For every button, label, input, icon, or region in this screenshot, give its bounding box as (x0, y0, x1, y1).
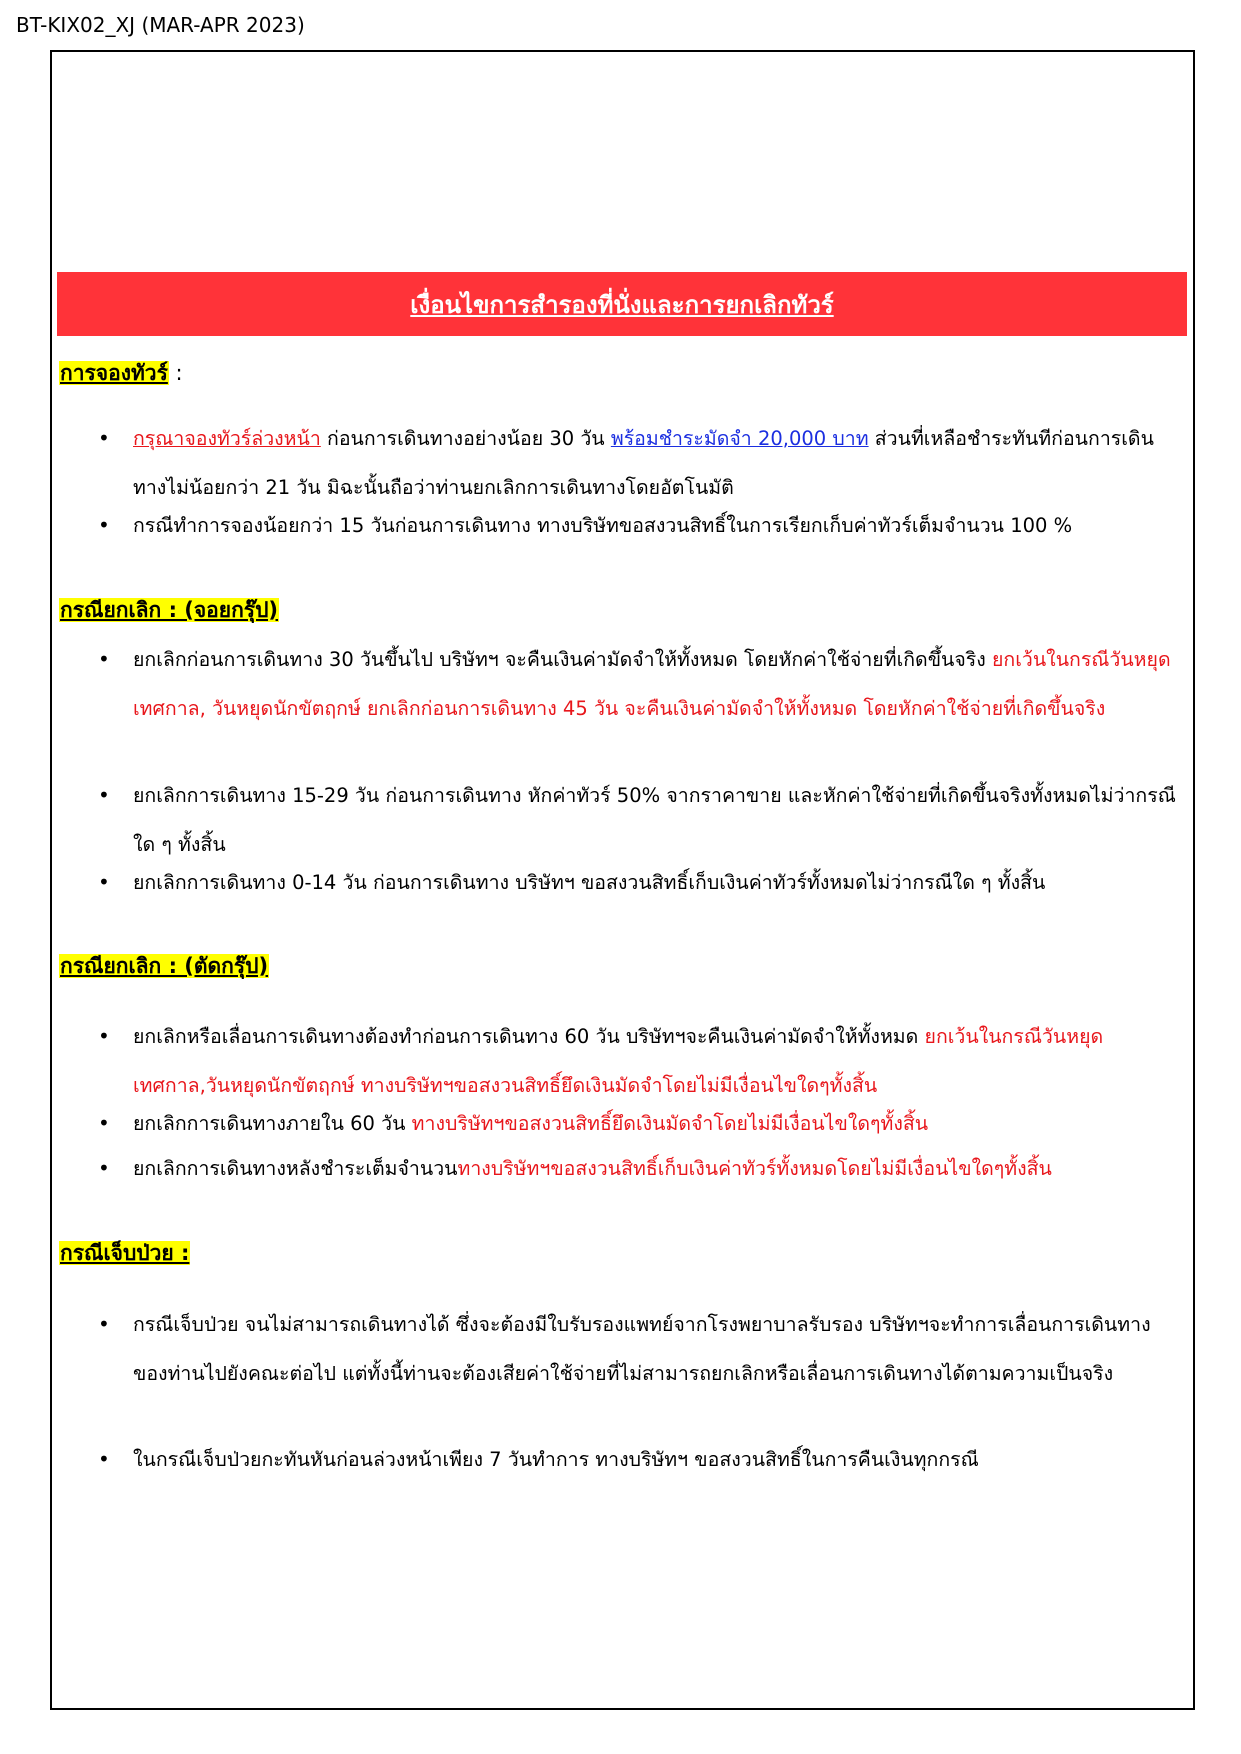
list-item (98, 1300, 1180, 1398)
list-item-text: ในกรณีเจ็บป่วยกะทันหันก่อนล่วงหน้าเพียง 7 วันทำการ ทางบริษัทฯ ขอสงวนสิทธิ์ในการคืนเงินทุกกรณี (133, 1448, 979, 1471)
bullet-icon: • (98, 1024, 110, 1048)
cancel-join-heading (59, 595, 279, 625)
list-item-red-text: ทางบริษัทฯขอสงวนสิทธิ์ยึดเงินมัดจำโดยไม่มีเงื่อนไขใดๆทั้งสิ้น (411, 1112, 929, 1135)
booking-heading (59, 358, 183, 388)
list-item-text (133, 414, 1180, 512)
list-item-text (133, 1012, 1180, 1110)
bullet-icon: • (98, 1312, 110, 1336)
list-item-text: ยกเลิกการเดินทาง 0-14 วัน ก่อนการเดินทาง บริษัทฯ ขอสงวนสิทธิ์เก็บเงินค่าทัวร์ทั้งหมดไม่ว่ากรณีใด ๆ ทั้งสิ้น (133, 871, 1046, 894)
list-item-text-part: ก่อนการเดินทางอย่างน้อย 30 วัน (320, 427, 611, 450)
bullet-icon: • (98, 870, 110, 894)
list-item (98, 771, 1180, 869)
list-item-text-part: ยกเลิกหรือเลื่อนการเดินทางต้องทำก่อนการเดินทาง 60 วัน บริษัทฯจะคืนเงินค่ามัดจำให้ทั้งหมด (133, 1025, 925, 1048)
list-item (98, 414, 1180, 512)
list-item-red-text: ทางบริษัทฯขอสงวนสิทธิ์เก็บเงินค่าทัวร์ทั้งหมดโดยไม่มีเงื่อนไขใดๆทั้งสิ้น (457, 1157, 1052, 1180)
list-item (98, 501, 1180, 550)
bullet-icon: • (98, 647, 110, 671)
list-item (98, 635, 1180, 733)
list-item (98, 1144, 1180, 1193)
booking-heading-label: การจองทัวร์ (60, 361, 168, 385)
title-banner (57, 272, 1187, 336)
document-code: BT-KIX02_XJ (MAR-APR 2023) (16, 13, 305, 37)
illness-heading (59, 1238, 190, 1268)
advance-booking-link[interactable]: กรุณาจองทัวร์ล่วงหน้า (133, 427, 321, 450)
list-item-text-part: ส่วนที่เหลือชำระทันทีก่อนการเดินทางไม่น้อยกว่า 21 วัน มิฉะนั้นถือว่าท่านยกเลิกการเดินทางโดยอัตโนมัติ (133, 427, 1154, 499)
bullet-icon: • (98, 1156, 110, 1180)
bullet-icon: • (98, 783, 110, 807)
bullet-icon: • (98, 513, 110, 537)
illness-heading-label: กรณีเจ็บป่วย : (60, 1241, 190, 1265)
conditions-frame (50, 50, 1195, 1710)
list-item-text: กรณีเจ็บป่วย จนไม่สามารถเดินทางได้ ซึ่งจะต้องมีใบรับรองแพทย์จากโรงพยาบาลรับรอง บริษัทฯจะทำการเลื่อนการเดินทางของท่านไปยังคณะต่อไป แต่ทั้งนี้ท่านจะต้องเสียค่าใช้จ่ายที่ไม่สามารถยกเลิกหรือเลื่อนการเดินทางได้ตามความเป็นจริง (133, 1313, 1151, 1385)
list-item-text (133, 1144, 1180, 1193)
list-item (98, 1012, 1180, 1110)
deposit-link[interactable]: พร้อมชำระมัดจำ 20,000 บาท (610, 427, 869, 450)
list-item-red-text: ยกเว้นในกรณีวันหยุดเทศกาล, วันหยุดนักขัตฤกษ์ ยกเลิกก่อนการเดินทาง 45 วัน จะคืนเงินค่ามัดจำให้ทั้งหมด โดยหักค่าใช้จ่ายที่เกิดขึ้นจริง (133, 648, 1171, 720)
cancel-join-heading-label: กรณียกเลิก : (จอยกรุ๊ป) (60, 598, 279, 622)
list-item-text (133, 1099, 1180, 1148)
list-item-text-part: ยกเลิกการเดินทางภายใน 60 วัน (133, 1112, 412, 1135)
list-item-red-text: ยกเว้นในกรณีวันหยุดเทศกาล,วันหยุดนักขัตฤกษ์ ทางบริษัทฯขอสงวนสิทธิ์ยึดเงินมัดจำโดยไม่มีเงื่อนไขใดๆทั้งสิ้น (133, 1025, 1104, 1097)
bullet-icon: • (98, 1447, 110, 1471)
list-item-text-part: ยกเลิกก่อนการเดินทาง 30 วันขึ้นไป บริษัทฯ จะคืนเงินค่ามัดจำให้ทั้งหมด โดยหักค่าใช้จ่ายที่เกิดขึ้นจริง (133, 648, 992, 671)
list-item (98, 858, 1180, 907)
list-item-text (133, 635, 1180, 733)
list-item-text: ยกเลิกการเดินทาง 15-29 วัน ก่อนการเดินทาง หักค่าทัวร์ 50% จากราคาขาย และหักค่าใช้จ่ายที่เกิดขึ้นจริงทั้งหมดไม่ว่ากรณีใด ๆ ทั้งสิ้น (133, 784, 1176, 856)
list-item (98, 1435, 1180, 1484)
cancel-private-heading-label: กรณียกเลิก : (ตัดกรุ๊ป) (60, 954, 269, 978)
list-item (98, 1099, 1180, 1148)
cancel-private-heading (59, 951, 269, 981)
list-item-text: กรณีทำการจองน้อยกว่า 15 วันก่อนการเดินทาง ทางบริษัทขอสงวนสิทธิ์ในการเรียกเก็บค่าทัวร์เต็มจำนวน 100 % (133, 514, 1073, 537)
bullet-icon: • (98, 426, 110, 450)
booking-heading-suffix: : (168, 361, 183, 385)
list-item-text-part: ยกเลิกการเดินทางหลังชำระเต็มจำนวน (133, 1157, 458, 1180)
bullet-icon: • (98, 1111, 110, 1135)
banner-title: เงื่อนไขการสำรองที่นั่งและการยกเลิกทัวร์ (410, 290, 834, 319)
